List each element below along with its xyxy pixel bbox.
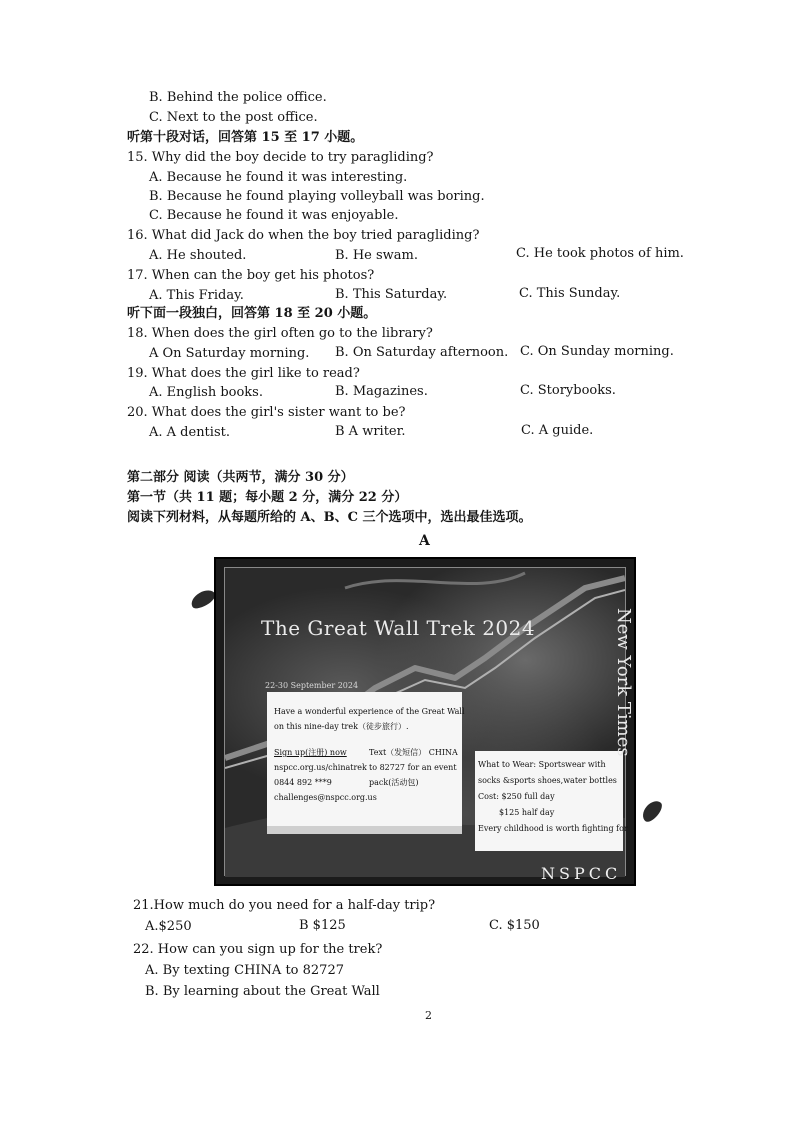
- q15-option-c: C. Because he found it was enjoyable.: [149, 208, 399, 223]
- slogan: Every childhood is worth fighting for: [478, 824, 628, 833]
- poster-title: The Great Wall Trek 2024: [261, 616, 536, 640]
- option-b: B. Behind the police office.: [149, 90, 327, 105]
- section-one-heading: 第一节（共 11 题；每小题 2 分，满分 22 分）: [127, 490, 408, 505]
- poster-background: [224, 567, 634, 883]
- question-17: 17. When can the boy get his photos?: [127, 268, 375, 283]
- page-number: 2: [425, 1009, 432, 1022]
- text-line1: Text（发短信） CHINA: [369, 748, 458, 757]
- signup-email: challenges@nspcc.org.us: [274, 793, 377, 802]
- question-19: 19. What does the girl like to read?: [127, 366, 360, 381]
- signup-url: nspcc.org.us/chinatrek: [274, 763, 367, 772]
- q21-option-b: B $125: [299, 918, 346, 933]
- side-text: New York Times: [613, 608, 634, 757]
- wear-line1: What to Wear: Sportswear with: [478, 760, 606, 769]
- info-card-cost: [475, 751, 628, 851]
- cost-half-day: $125 half day: [499, 808, 555, 817]
- q18-option-b: B. On Saturday afternoon.: [335, 345, 509, 360]
- great-wall-poster: [214, 557, 636, 886]
- q22-option-b: B. By learning about the Great Wall: [145, 984, 380, 999]
- q17-option-c: C. This Sunday.: [519, 286, 621, 301]
- question-22: 22. How can you sign up for the trek?: [133, 942, 383, 957]
- q19-option-c: C. Storybooks.: [520, 383, 616, 398]
- q22-option-a: A. By texting CHINA to 82727: [145, 963, 344, 978]
- q17-option-a: A. This Friday.: [149, 288, 244, 303]
- instruction-monologue: 听下面一段独白，回答第 18 至 20 小题。: [127, 306, 377, 321]
- q18-option-c: C. On Sunday morning.: [520, 344, 674, 359]
- q16-option-a: A. He shouted.: [149, 248, 247, 263]
- text-line2: to 82727 for an event: [369, 763, 457, 772]
- instruction-dialogue-10: 听第十段对话，回答第 15 至 17 小题。: [127, 130, 364, 145]
- org-logo-text: NSPCC: [541, 864, 622, 883]
- q21-option-c: C. $150: [489, 918, 540, 933]
- q20-option-a: A. A dentist.: [149, 425, 230, 440]
- cost-full-day: Cost: $250 full day: [478, 792, 555, 801]
- option-c: C. Next to the post office.: [149, 110, 318, 125]
- q18-option-a: A On Saturday morning.: [149, 346, 310, 361]
- q16-option-c: C. He took photos of him.: [516, 246, 684, 261]
- leaf-decoration-right: [639, 797, 665, 824]
- info-card-signup: [267, 692, 465, 826]
- q15-option-a: A. Because he found it was interesting.: [149, 170, 408, 185]
- poster-date: 22-30 September 2024: [265, 681, 359, 690]
- q17-option-b: B. This Saturday.: [335, 287, 448, 302]
- wear-line2: socks &sports shoes,water bottles: [478, 776, 617, 785]
- q20-option-c: C. A guide.: [521, 423, 594, 438]
- signup-label: Sign up(注册) now: [274, 748, 347, 757]
- q19-option-a: A. English books.: [149, 385, 263, 400]
- signup-phone: 0844 892 ***9: [274, 778, 332, 787]
- text-line3: pack(活动包): [369, 778, 419, 787]
- q19-option-b: B. Magazines.: [335, 384, 428, 399]
- q16-option-b: B. He swam.: [335, 248, 418, 263]
- reading-instruction: 阅读下列材料，从每题所给的 A、B、C 三个选项中，选出最佳选项。: [127, 510, 532, 525]
- card-intro-line1: Have a wonderful experience of the Great Wall: [274, 707, 465, 716]
- question-18: 18. When does the girl often go to the library?: [127, 326, 433, 341]
- passage-label: A: [419, 533, 430, 549]
- q21-option-a: A.$250: [145, 919, 192, 934]
- question-16: 16. What did Jack do when the boy tried paragliding?: [127, 228, 480, 243]
- question-21: 21.How much do you need for a half-day trip?: [133, 898, 436, 913]
- card-intro-line2: on this nine-day trek（徒步旅行）.: [274, 722, 409, 731]
- q15-option-b: B. Because he found playing volleyball was boring.: [149, 189, 485, 204]
- q20-option-b: B A writer.: [335, 424, 406, 439]
- question-20: 20. What does the girl's sister want to be?: [127, 405, 406, 420]
- question-15: 15. Why did the boy decide to try paragliding?: [127, 150, 434, 165]
- part-two-heading: 第二部分 阅读（共两节，满分 30 分）: [127, 470, 354, 485]
